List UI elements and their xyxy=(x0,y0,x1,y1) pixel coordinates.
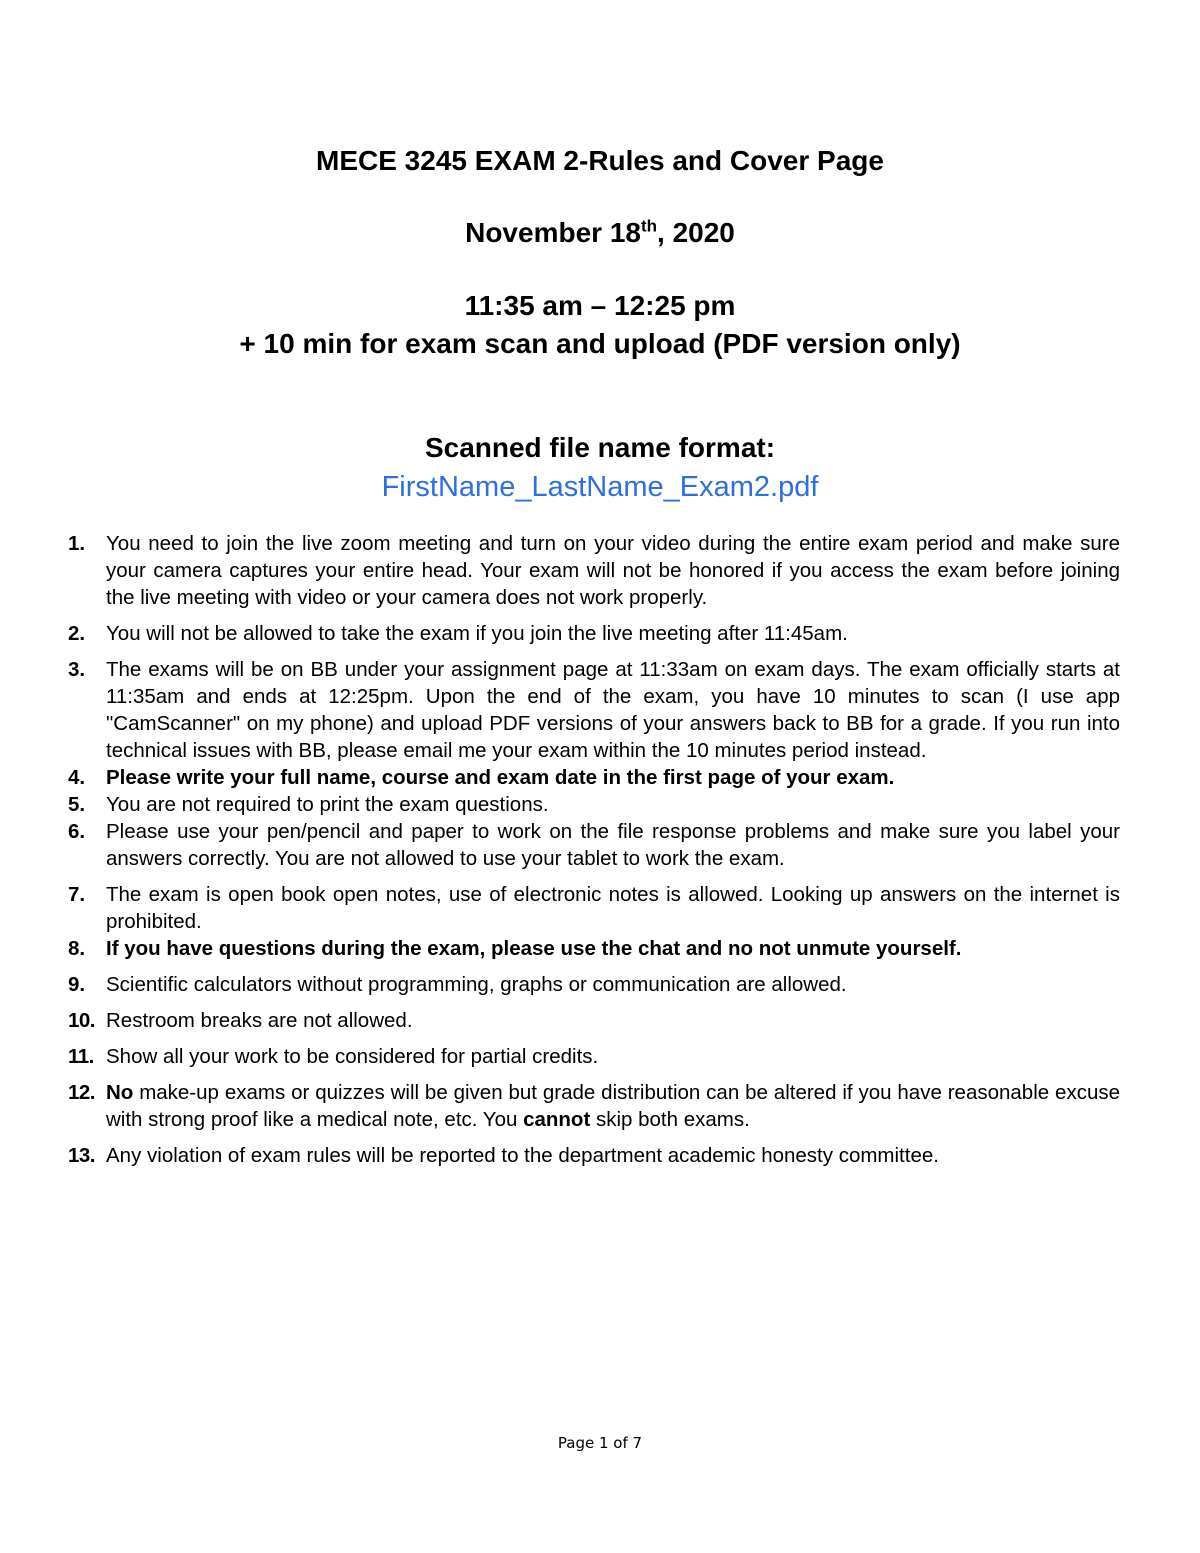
rule-number: 9. xyxy=(68,973,86,996)
rule-text: Any violation of exam rules will be reported to the department academic honesty committee. xyxy=(106,1144,939,1167)
rule-item xyxy=(68,656,1120,764)
exam-date xyxy=(0,216,1200,250)
rule-item xyxy=(68,530,1120,611)
rule-item xyxy=(68,764,1120,791)
rule-text xyxy=(106,1079,1120,1133)
rule-item xyxy=(68,1079,1120,1133)
rule-number: 4. xyxy=(68,766,86,789)
rule-item xyxy=(68,620,1120,647)
page-number: Page 1 of 7 xyxy=(557,1434,643,1452)
rule-emphasis: No xyxy=(106,1081,134,1104)
scan-format-label: Scanned file name format: xyxy=(424,432,776,463)
rule-number: 8. xyxy=(68,937,86,960)
rule-text: Please use your pen/pencil and paper to work on the file response problems and make sure you label your answers correctly. You are not allowed to use your tablet to work the exam. xyxy=(106,820,1120,870)
rule-item xyxy=(68,818,1120,872)
exam-date-prefix: November 18 xyxy=(465,217,641,248)
exam-date-ordinal: th xyxy=(640,216,658,236)
rule-text: The exam is open book open notes, use of electronic notes is allowed. Looking up answers on the internet is prohibited. xyxy=(106,883,1120,933)
rule-number: 12. xyxy=(68,1081,95,1104)
rule-text-part: skip both exams. xyxy=(590,1108,750,1131)
rule-text: The exams will be on BB under your assignment page at 11:33am on exam days. The exam officially starts at 11:35am and ends at 12:25pm. Upon the end of the exam, you have 10 minutes to scan (I use app "CamScanner" on my phone) and upload PDF versions of your answers back to BB for a grade. If you run into technical issues with BB, please email me your exam within the 10 minutes period instead. xyxy=(106,658,1120,762)
exam-time: 11:35 am – 12:25 pm xyxy=(464,290,736,321)
upload-note: + 10 min for exam scan and upload (PDF version only) xyxy=(239,328,961,359)
rule-text: Show all your work to be considered for partial credits. xyxy=(106,1045,599,1068)
rule-text: Please write your full name, course and exam date in the first page of your exam. xyxy=(106,766,895,789)
rule-text: You will not be allowed to take the exam if you join the live meeting after 11:45am. xyxy=(106,622,848,645)
rule-item xyxy=(68,881,1120,935)
rule-text: Scientific calculators without programming, graphs or communication are allowed. xyxy=(106,973,847,996)
rule-text: Restroom breaks are not allowed. xyxy=(106,1009,413,1032)
rule-item xyxy=(68,791,1120,818)
rule-item xyxy=(68,971,1120,998)
rule-number: 3. xyxy=(68,658,86,681)
rule-text: You need to join the live zoom meeting and turn on your video during the entire exam period and make sure your camera captures your entire head. Your exam will not be honored if you access the exam before joining the live meeting with video or your camera does not work properly. xyxy=(106,532,1120,609)
rule-item xyxy=(68,1007,1120,1034)
rule-text-part: make-up exams or quizzes will be given but grade distribution can be altered if you have reasonable excuse with strong proof like a medical note, etc. You xyxy=(106,1081,1120,1131)
rule-number: 11. xyxy=(68,1045,94,1068)
rule-item xyxy=(68,1043,1120,1070)
rule-text: If you have questions during the exam, please use the chat and no not unmute yourself. xyxy=(106,937,962,960)
exam-title: MECE 3245 EXAM 2-Rules and Cover Page xyxy=(316,145,884,176)
rule-number: 6. xyxy=(68,820,86,843)
rule-text: You are not required to print the exam questions. xyxy=(106,793,549,816)
rule-number: 13. xyxy=(68,1144,95,1167)
rule-item xyxy=(68,1142,1120,1169)
rule-item xyxy=(68,935,1120,962)
exam-date-year: , 2020 xyxy=(657,217,735,248)
rule-number: 7. xyxy=(68,883,86,906)
rule-number: 10. xyxy=(68,1009,95,1032)
rule-number: 5. xyxy=(68,793,86,816)
rule-number: 2. xyxy=(68,622,86,645)
rule-number: 1. xyxy=(68,532,86,555)
rules-list xyxy=(68,530,1120,1169)
scan-format-value: FirstName_LastName_Exam2.pdf xyxy=(381,471,819,503)
rule-emphasis: cannot xyxy=(523,1108,591,1131)
